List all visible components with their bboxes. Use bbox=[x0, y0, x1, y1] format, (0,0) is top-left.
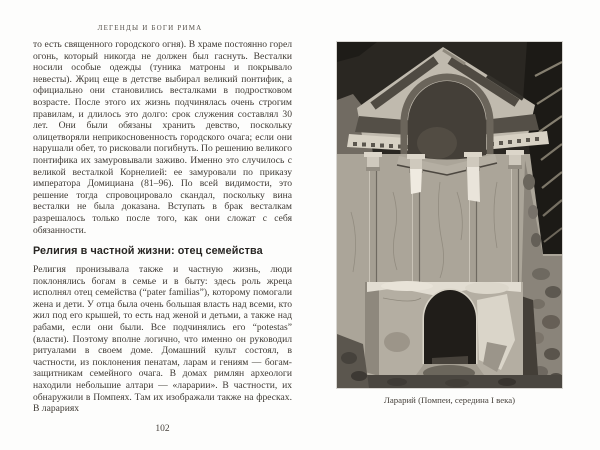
page-number: 102 bbox=[155, 423, 170, 434]
section-heading: Религия в частной жизни: отец семейства bbox=[33, 245, 263, 258]
lararium-photo bbox=[337, 42, 562, 388]
text-block bbox=[33, 39, 292, 434]
altar-niche-block bbox=[365, 281, 523, 381]
paragraph-vestals: то есть священного городского огня). В храме постоянно горел огонь, который никогда не должен был гаснуть. Весталки носили особые одежды (туника матроны и покрывало невесты). Жриц еще в детстве выбирал великий понтифик, а официально они становились весталками в подростковом возрасте. После этого их жизнь подчинялась очень строгим правилам, и длилось это долго: срок служения составлял 30 лет. Они были обязаны хранить девство, поскольку олицетворяли неприкосновенность городского очага; если они нарушали обет, то рисковали погибнуть. По решению великого понтифика их замуровывали заживо. Именно это случилось с великой весталкой Корнелией: ее замуровали по приказу императора Домициана (81–96). По всей видимости, это решение тогда спровоцировало скандал, поскольку вина весталки не была доказана. Вступать в брак весталкам разрешалось только после того, как они сложат с себя обязанности. bbox=[33, 39, 292, 236]
paragraph-private-religion: Религия пронизывала также и частную жизнь, люди поклонялись богам в семье и в быту: здесь роль жреца исполнял отец семейства (“pater familias”), которому помогали жена и дети. У отца была очень большая власть над всеми, кто жил под его крышей, то есть над женой и детьми, а также над рабами, если они были. Все подчинялись его “potestas” (власти). Поэтому вполне логично, что именно он руководил ритуалами в своем доме. Домашний культ состоял, в частности, из поклонения пенатам, ларам и гениям — богам-защитникам семейного очага. В домах римлян археологи находили небольшие алтари — «ларарии». В частности, их обнаружили в Помпеях. Там их изображали также на фресках. В ларариях bbox=[33, 264, 292, 415]
running-head: ЛЕГЕНДЫ И БОГИ РИМА bbox=[97, 24, 203, 32]
right-page bbox=[300, 0, 600, 450]
figure-caption: Ларарий (Помпеи, середина I века) bbox=[383, 395, 516, 405]
lararium-figure bbox=[337, 42, 562, 405]
